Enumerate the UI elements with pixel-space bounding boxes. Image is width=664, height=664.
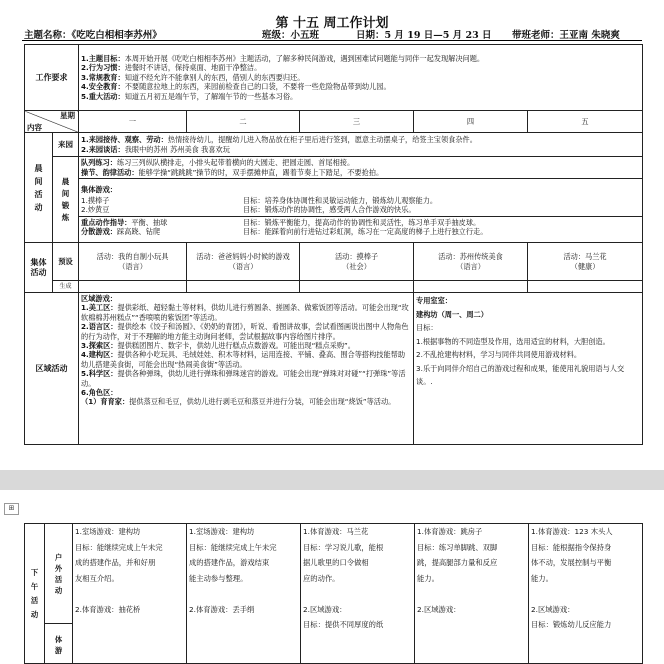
content-corner-label: 内容 xyxy=(27,122,42,132)
collective-activity-row xyxy=(25,243,643,281)
afternoon-activity-label: 下 午 活 动 xyxy=(25,524,45,664)
afternoon-tuesday: 1.室场游戏：建构坊 目标：能继续完成上午未完 成的搭建作品，游戏结束 能主动参与整理。 2.体育游戏：丢手绢 xyxy=(187,524,301,664)
area-game-item: 6.角色区： xyxy=(81,388,118,398)
exercise-drill-content: 队列练习：练习三列纵队横排走，小排头起带着横向的大圆走、把圆走圆、首尾相接。 操节、韵律活动：能够学操“跳跳跳”操节的时，双手摆摊伸直，踢着节奏上下踏足，不要抢拍。 xyxy=(79,157,643,179)
morning-games-row xyxy=(25,179,643,243)
theme-header xyxy=(24,27,162,41)
requirement-item: 4.安全教育：不要随意拉地上的东西，来园前检查自己的口袋，不要将一些危险物品带到幼儿园。 xyxy=(81,82,391,92)
header-rule xyxy=(22,40,642,41)
teacher-label: 带班老师： xyxy=(512,30,560,41)
area-activity-label: 区域活动 xyxy=(25,293,79,445)
split-game-row: 分散游戏：踩高跷、钻爬 目标：能踩着向前行进钻过彩虹洞，练习在一定高度的梯子上进行独立行走。 xyxy=(81,227,488,237)
work-requirements-content xyxy=(79,45,643,111)
area-game-item: 4.建构区：提供各种小吃玩具、毛绒娃娃、积木等材料，运用连接、平铺、叠高、围合等搭构技能帮助幼儿搭建美食街，可能会出现“热闹美食街”等活动。 xyxy=(81,350,406,369)
area-game-item: 2.语言区：提供绘本《饺子和汤圆》、《奶奶的青团》，听说、看图讲故事，尝试看图画说出图中人物角色的行为动作，对于不理解的地方能主动询问老师，尝试根据故事内容给图片排序。 xyxy=(81,322,409,341)
morning-exercise-row xyxy=(25,157,643,179)
outdoor-activity-label: 户 外 活 动 xyxy=(45,524,73,624)
date-header xyxy=(356,27,492,41)
class-header xyxy=(262,27,319,41)
afternoon-monday: 1.室场游戏：建构坊 目标：能继续完成上午未完 成的搭建作品，并和好朋 友相互介绍。 2.体育游戏：抽花桥 xyxy=(73,524,187,664)
generated-friday xyxy=(528,281,643,293)
generated-monday xyxy=(79,281,187,293)
morning-reception-row xyxy=(25,133,643,157)
requirement-item: 3.常规教育：知道不经允许不能拿别人的东西，借别人的东西要归还。 xyxy=(81,72,305,82)
generated-thursday xyxy=(414,281,528,293)
collective-thursday: 活动：苏州传统美食 （语言） xyxy=(414,243,528,281)
work-requirements-label: 工作要求 xyxy=(25,45,79,111)
collective-monday: 活动：我的自制小玩具 （语言） xyxy=(79,243,187,281)
weekday-monday: 一 xyxy=(79,111,187,133)
teacher-value: 王亚南 朱晓爽 xyxy=(559,30,620,41)
morning-activity-label: 晨 间 活 动 xyxy=(25,133,53,243)
weekday-friday: 五 xyxy=(528,111,643,133)
afternoon-thursday: 1.体育游戏：跳房子 目标：练习单脚跳、双脚 跳，提高腿部力量和反应 能力。 2.区域游戏： xyxy=(415,524,529,664)
special-room-goal: 3.乐于向同伴介绍自己的游戏过程和成果，能使用礼貌用语与人交谈。. xyxy=(416,363,625,386)
area-game-item: 5.科学区：提供各种弹珠，供幼儿进行弹珠和弹珠迷宫的游戏。可能会出现“弹珠对对碰”“打弹珠”等活动。 xyxy=(81,369,406,388)
collective-activity-label: 集体活动 xyxy=(25,243,53,293)
special-room-goal: 2.不乱抢建构材料，学习与同伴共同使用游戏材料。 xyxy=(416,350,582,359)
key-action-row: 重点动作指导：平衡、抽球 目标：锻炼平衡能力，提高动作的协调性和灵活性，练习单手双手抽皮球。 xyxy=(81,217,481,227)
special-room-goal: 1.根据事物的不同造型及作用，选用适宜的材料，大胆创造。 xyxy=(416,336,610,346)
afternoon-friday: 1.体育游戏：123 木头人 目标：能根据指令保持身 体不动，发展控制与平衡 能力。 2.区域游戏： 目标：锻炼幼儿反应能力 xyxy=(529,524,643,664)
theme-value: 《吃吃白相相李苏州》 xyxy=(71,30,162,41)
afternoon-plan-table xyxy=(24,523,643,664)
collective-generated-label: 生成 xyxy=(53,281,79,293)
area-game-item: 1.美工区：提供彩纸、超轻黏土等材料，供幼儿进行剪圆条、搓圆条、做紫饭团等活动。可能会出现“玫软棉棉苏州糕点”“香喷喷的紫饭团”等活动。 xyxy=(81,303,409,322)
page-title: 第 十五 周工作计划 xyxy=(275,16,389,31)
area-activity-row xyxy=(25,293,643,445)
weekday-header-row xyxy=(25,111,643,133)
collective-tuesday: 活动：爸爸妈妈小时候的游戏 （语言） xyxy=(187,243,300,281)
area-game-item: 3.探索区：提供糕团图片、数字卡，供幼儿进行糕点点数游戏。可能出现“糕点采购”。 xyxy=(81,341,355,351)
date-value: 5 月 19 日—5 月 23 日 xyxy=(384,30,492,41)
outdoor-activity-row xyxy=(25,524,643,624)
teacher-header xyxy=(512,27,620,41)
generated-tuesday xyxy=(187,281,300,293)
weekday-corner-label: 星期 xyxy=(60,111,76,120)
exercise-label: 晨 间 锻 炼 xyxy=(53,157,79,243)
weekday-tuesday: 二 xyxy=(187,111,300,133)
reception-label: 来园 xyxy=(53,133,79,157)
sports-game-label: 体 游 xyxy=(45,624,73,664)
table-handle-icon[interactable]: ⊞ xyxy=(4,503,19,515)
area-game-item: （1）育育家：提供蒸豆和毛豆，供幼儿进行剥毛豆和蒸豆并进行分装，可能会出现“烧饭”等活动。 xyxy=(81,397,396,407)
reception-content: 1.来园接待、观察、劳动：热情接待幼儿，提醒幼儿进入物品放在柜子里后进行签到，愿意主动摆桌子，给签主宝领食杂件。 2.来园谈话：我眼中的苏州 苏州美食 我喜欢玩 xyxy=(79,133,643,157)
collective-wednesday: 活动：摸棒子 （社会） xyxy=(300,243,414,281)
requirement-item: 1.主题目标：本周开始开展《吃吃白相相李苏州》主题活动，了解多种民间游戏，遇到困难试问题能与同伴一起发现解决问题。 xyxy=(81,53,485,63)
generated-wednesday xyxy=(300,281,414,293)
theme-label: 主题名称： xyxy=(24,30,72,41)
requirement-item: 5.重大活动：知道五月初五是端午节，了解端午节的一些基本习俗。 xyxy=(81,91,298,101)
weekday-wednesday: 三 xyxy=(300,111,414,133)
collective-plan-label: 预设 xyxy=(53,243,79,281)
weekday-thursday: 四 xyxy=(414,111,528,133)
week-corner-cell xyxy=(25,111,79,133)
group-game-row: 1.摸棒子 目标：培养身体协调性和灵敏运动能力，锻炼幼儿观察能力。 xyxy=(81,195,438,205)
date-label: 日期： xyxy=(356,30,385,41)
work-requirements-row xyxy=(25,45,643,111)
collective-generated-row xyxy=(25,281,643,293)
group-game-row: 2.炒黄豆 目标：锻炼动作的协调性，感受两人合作游戏的快乐。 xyxy=(79,205,642,216)
collective-friday: 活动：马兰花 （健康） xyxy=(528,243,643,281)
exercise-games-content: 集体游戏： 1.摸棒子 目标：培养身体协调性和灵敏运动能力，锻炼幼儿观察能力。 2.炒黄豆 目标：锻炼动作的协调性，感受两人合作游戏的快乐。 重点动作指导：平衡、抽球 目标：锻炼平衡能力，提高动作的协调性和灵活性，练习单手双手抽皮球。 分散游戏：踩高跷、钻爬 目标：能踩着向前行进钻过彩虹洞，练习在一定高度的梯子上进行独立行走。 xyxy=(79,179,643,243)
afternoon-wednesday: 1.体育游戏：马兰花 目标：学习说儿歌，能根 据儿歌里的口令做相 应的动作。 2.区域游戏： 目标：提供不同厚度的纸 xyxy=(301,524,415,664)
area-games-content: 区域游戏： 1.美工区：提供彩纸、超轻黏土等材料，供幼儿进行剪圆条、搓圆条、做紫饭团等活动。可能会出现“玫软棉棉苏州糕点”“香喷喷的紫饭团”等活动。 2.语言区：提供绘本《饺子和汤圆》、《奶奶的青团》，听说、看图讲故事，尝试看图画说出图中人物角色的行为动作，对于不理解的地方能主动询问老师，尝试根据故事内容给图片排序。 3.探索区：提供糕团图片、数字卡，供幼儿进行糕点点数游戏。可能出现“糕点采购”。 4.建构区：提供各种小吃玩具、毛绒娃娃、积木等材料，运用连接、平铺、叠高、围合等搭构技能帮助幼儿搭建美食街，可能会出现“热闹美食街”等活动。 5.科学区：提供各种弹珠，供幼儿进行弹珠和弹珠迷宫的游戏。可能会出现“弹珠对对碰”“打弹珠”等活动。 6.角色区： （1）育育家：提供蒸豆和毛豆，供幼儿进行剥毛豆和蒸豆并进行分装，可能会出现“烧饭”等活动。 xyxy=(79,293,414,445)
class-value: 小五班 xyxy=(290,30,320,41)
weekly-plan-table xyxy=(24,44,643,445)
requirement-item: 2.行为习惯：进餐时不讲话，保持桌面、地面干净整洁。 xyxy=(81,63,262,73)
special-room-content: 专用室室： 建构坊（周一、周二） 目标： 1.根据事物的不同造型及作用，选用适宜的材料，大胆创造。 2.不乱抢建构材料，学习与同伴共同使用游戏材料。 3.乐于向同伴介绍自己的游戏过程和成果，能使用礼貌用语与人交谈。. xyxy=(414,293,643,445)
class-label: 班级： xyxy=(262,30,291,41)
